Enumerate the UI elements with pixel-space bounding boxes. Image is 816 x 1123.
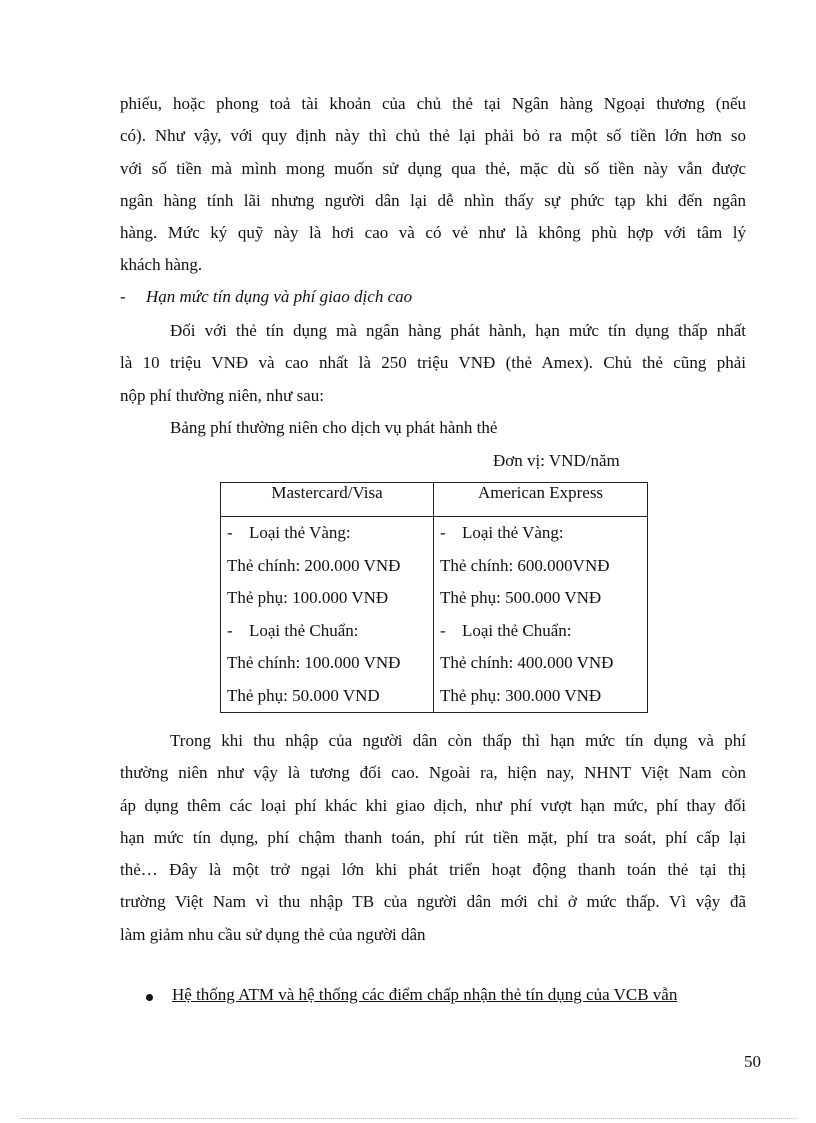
paragraph-line: có). Như vậy, với quy định này thì chủ thẻ lại phải bỏ ra một số tiền lớn hơn so xyxy=(120,126,746,146)
table-row: - Loại thẻ Chuẩn: xyxy=(440,620,572,640)
paragraph-line: Trong khi thu nhập của người dân còn thấp thì hạn mức tín dụng và phí xyxy=(170,731,746,750)
paragraph-line: thẻ… Đây là một trở ngại lớn khi phát triển hoạt động thanh toán thẻ tại thị xyxy=(120,860,746,880)
annual-fee-table xyxy=(220,482,648,713)
table-row: - Loại thẻ Vàng: xyxy=(440,523,564,542)
table-row: - Loại thẻ Chuẩn: xyxy=(227,620,359,640)
table-header-american-express: American Express xyxy=(434,483,648,517)
table-row: - Loại thẻ Vàng: xyxy=(227,523,351,542)
paragraph-line: ngân hàng tính lãi nhưng người dân lại dễ nhìn thấy sự phức tạp khi đến ngân xyxy=(120,190,746,210)
table-header-mastercard-visa: Mastercard/Visa xyxy=(221,483,434,517)
paragraph-line: Đối với thẻ tín dụng mà ngân hàng phát hành, hạn mức tín dụng thấp nhất xyxy=(170,321,746,340)
paragraph-line: nộp phí thường niên, như sau: xyxy=(120,385,325,405)
table-cell-mastercard-visa xyxy=(221,517,434,713)
paragraph-line: thường niên như vậy là tương đối cao. Ngoài ra, hiện nay, NHNT Việt Nam còn xyxy=(120,763,746,783)
table-unit: Đơn vị: VND/năm xyxy=(493,451,620,470)
bullet-dot-icon xyxy=(146,994,153,1001)
table-row: Thẻ phụ: 100.000 VNĐ xyxy=(227,588,389,607)
paragraph-line: áp dụng thêm các loại phí khác khi giao dịch, như phí vượt hạn mức, phí thay đổi xyxy=(120,795,746,815)
table-caption: Bảng phí thường niên cho dịch vụ phát hành thẻ xyxy=(170,418,498,437)
paragraph-line: làm giảm nhu cầu sử dụng thẻ của người dân xyxy=(120,924,426,944)
paragraph-3 xyxy=(120,725,746,951)
table-row: Thẻ chính: 600.000VNĐ xyxy=(440,555,610,575)
section-item xyxy=(120,287,412,307)
table-row: Thẻ phụ: 500.000 VNĐ xyxy=(440,588,602,607)
paragraph-2 xyxy=(120,315,746,412)
table-row: Thẻ chính: 100.000 VNĐ xyxy=(227,653,401,672)
paragraph-1 xyxy=(120,88,746,282)
paragraph-line: trường Việt Nam vì thu nhập TB của người dân mới chỉ ở mức thấp. Vì vậy đã xyxy=(120,892,746,912)
footer-divider xyxy=(20,1118,796,1119)
paragraph-line: với số tiền mà mình mong muốn sử dụng qua thẻ, mặc dù số tiền này vẫn được xyxy=(120,158,746,178)
table-cell-american-express xyxy=(434,517,648,713)
paragraph-line: hàng. Mức ký quỹ này là hơi cao và có vẻ như là không phù hợp với tâm lý xyxy=(120,223,746,243)
table-row: Thẻ phụ: 50.000 VND xyxy=(227,685,380,705)
section-item-title: Hạn mức tín dụng và phí giao dịch cao xyxy=(146,287,413,306)
paragraph-line: khách hàng. xyxy=(120,255,203,275)
dash-marker: - xyxy=(120,287,126,306)
paragraph-line: hạn mức tín dụng, phí chậm thanh toán, phí rút tiền mặt, phí tra soát, phí cấp lại xyxy=(120,827,746,847)
table-row: Thẻ chính: 400.000 VNĐ xyxy=(440,653,614,672)
paragraph-line: phiếu, hoặc phong toả tài khoản của chủ thẻ tại Ngân hàng Ngoại thương (nếu xyxy=(120,94,746,113)
page-number: 50 xyxy=(744,1052,761,1071)
paragraph-line: là 10 triệu VNĐ và cao nhất là 250 triệu VNĐ (thẻ Amex). Chủ thẻ cũng phải xyxy=(120,353,746,373)
table-row: Thẻ chính: 200.000 VNĐ xyxy=(227,555,401,575)
table-row: Thẻ phụ: 300.000 VNĐ xyxy=(440,685,602,705)
bullet-heading-text: Hệ thống ATM và hệ thống các điểm chấp nhận thẻ tín dụng của VCB vẫn xyxy=(172,985,678,1004)
